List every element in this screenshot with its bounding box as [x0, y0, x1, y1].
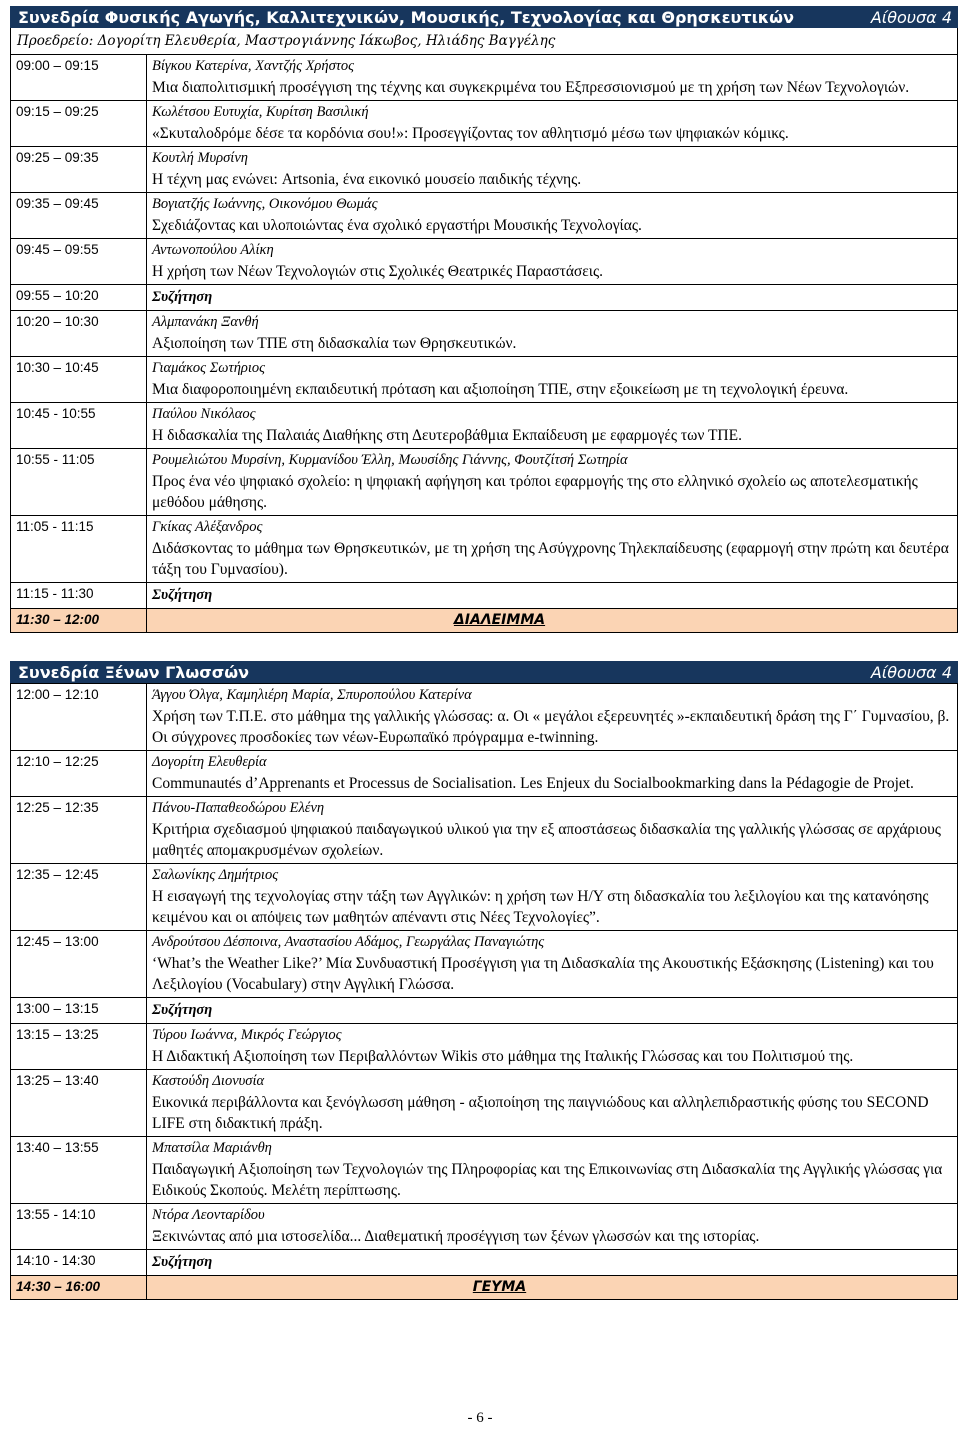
presentation-row — [11, 797, 958, 864]
session-title: Συνεδρία Φυσικής Αγωγής, Καλλιτεχνικών, Μουσικής, Τεχνολογίας και Θρησκευτικών — [18, 7, 794, 27]
page-number: - 6 - — [467, 1410, 493, 1426]
presentation-authors: Κωλέτσου Ευτυχία, Κυρίτση Βασιλική — [152, 104, 369, 120]
time-slot: 11:05 - 11:15 — [11, 516, 147, 583]
presentation-authors: Μπατσίλα Μαριάνθη — [152, 1140, 272, 1156]
presentation-authors: Καστούδη Διονυσία — [152, 1073, 265, 1089]
presentation-title: Προς ένα νέο ψηφιακό σχολείο: η ψηφιακή αφήγηση και τρόποι εφαρμογής της στο ελληνικό σχολείο ως αποτελεσματικής μεθόδου μάθησης. — [152, 473, 918, 511]
presentation-authors: Σαλωνίκης Δημήτριος — [152, 867, 279, 883]
break-time: 11:30 – 12:00 — [11, 609, 147, 633]
break-label: ΓΕΥΜΑ — [147, 1276, 958, 1300]
presentation-details — [147, 931, 958, 998]
presentation-title: Σχεδιάζοντας και υλοποιώντας ένα σχολικό εργαστήρι Μουσικής Τεχνολογίας. — [152, 217, 642, 234]
discussion-label — [147, 285, 958, 311]
schedule-table — [10, 683, 958, 1300]
presentation-row — [11, 403, 958, 449]
time-slot: 09:55 – 10:20 — [11, 285, 147, 311]
presentation-authors: Βογιατζής Ιωάννης, Οικονόμου Θωμάς — [152, 196, 378, 212]
presentation-title: Μια διαφοροποιημένη εκπαιδευτική πρόταση και αξιοποίηση ΤΠΕ, στην εξοικείωση με τη τεχνολογική έρευνα. — [152, 381, 849, 398]
presentation-title: Χρήση των Τ.Π.Ε. στο μάθημα της γαλλικής γλώσσας: α. Οι « μεγάλοι εξερευνητές »-εκπαιδευτική δράση της Γ΄ Γυμνασίου, β. Οι σύγχρονες προσδοκίες των νέων-Ευρωπαϊκό πρόγραμμα e-twinning. — [152, 708, 950, 746]
presentation-row — [11, 751, 958, 797]
presentation-row — [11, 193, 958, 239]
time-slot: 09:45 – 09:55 — [11, 239, 147, 285]
presentation-title: Παιδαγωγική Αξιοποίηση των Τεχνολογιών της Πληροφορίας και της Επικοινωνίας στη Διδασκαλία της Αγγλικής γλώσσας για Ειδικούς Σκοπούς. Μελέτη περίπτωσης. — [152, 1161, 943, 1199]
presentation-title: «Σκυταλοδρόμε δέσε τα κορδόνια σου!»: Προσεγγίζοντας τον αθλητισμό μέσω των ψηφιακών κόμικς. — [152, 125, 789, 142]
presentation-title: Η εισαγωγή της τεχνολογίας στην τάξη των Αγγλικών: η χρήση των Η/Υ στη διδασκαλία του λεξιλογίου και της κατανόησης κειμένου και οι απόψεις των μαθητών απέναντι στις Νέες Τεχνολογίες”. — [152, 888, 929, 926]
time-slot: 12:45 – 13:00 — [11, 931, 147, 998]
presentation-authors: Ανδρούτσου Δέσποινα, Αναστασίου Αδάμος, Γεωργάλας Παναγιώτης — [152, 934, 545, 950]
presentation-title: Μια διαπολιτισμική προσέγγιση της τέχνης και συγκεκριμένα του Εξπρεσσιονισμού με τη χρήση των Νέων Τεχνολογιών. — [152, 79, 910, 96]
presentation-details — [147, 147, 958, 193]
presentation-details — [147, 449, 958, 516]
presentation-row — [11, 449, 958, 516]
presentation-title: Η χρήση των Νέων Τεχνολογιών στις Σχολικές Θεατρικές Παραστάσεις. — [152, 263, 603, 280]
presentation-details — [147, 1024, 958, 1070]
presentation-row — [11, 147, 958, 193]
presentation-details — [147, 751, 958, 797]
presentation-row — [11, 684, 958, 751]
time-slot: 10:55 - 11:05 — [11, 449, 147, 516]
presentation-title: Κριτήρια σχεδιασμού ψηφιακού παιδαγωγικού υλικού για την εξ αποστάσεως διδασκαλία της γαλλικής γλώσσας σε αρχάριους μαθητές απομακρυσμένων σχολείων. — [152, 821, 941, 859]
presentation-row — [11, 311, 958, 357]
presentation-authors: Δογορίτη Ελευθερία — [152, 754, 267, 770]
presentation-title: ‘What’s the Weather Like?’ Μία Συνδυαστική Προσέγγιση για τη Διδασκαλία της Ακουστικής Εξάσκησης (Listening) και του Λεξιλογίου (Vocabulary) στην Αγγλική Γλώσσα. — [152, 955, 934, 993]
presentation-details — [147, 1070, 958, 1137]
presentation-authors: Παύλου Νικόλαος — [152, 406, 256, 422]
presentation-row — [11, 1137, 958, 1204]
time-slot: 10:30 – 10:45 — [11, 357, 147, 403]
presentation-title: Αξιοποίηση των ΤΠΕ στη διδασκαλία των Θρησκευτικών. — [152, 335, 517, 352]
time-slot: 12:00 – 12:10 — [11, 684, 147, 751]
presentation-details — [147, 864, 958, 931]
discussion-text: Συζήτηση — [152, 289, 213, 305]
time-slot: 11:15 - 11:30 — [11, 583, 147, 609]
session-header — [10, 6, 958, 28]
presentation-title: Ξεκινώντας από μια ιστοσελίδα... Διαθεματική προσέγγιση των ξένων γλωσσών και της ιστορίας. — [152, 1228, 760, 1245]
presentation-title: Η διδασκαλία της Παλαιάς Διαθήκης στη Δευτεροβάθμια Εκπαίδευση με εφαρμογές των ΤΠΕ. — [152, 427, 742, 444]
presentation-authors: Τύρου Ιωάννα, Μικρός Γεώργιος — [152, 1027, 342, 1043]
presentation-row — [11, 55, 958, 101]
presentation-authors: Άγγου Όλγα, Καμηλιέρη Μαρία, Σπυροπούλου Κατερίνα — [152, 687, 472, 703]
break-time: 14:30 – 16:00 — [11, 1276, 147, 1300]
presentation-authors: Γκίκας Αλέξανδρος — [152, 519, 263, 535]
presentation-details — [147, 239, 958, 285]
session-title: Συνεδρία Ξένων Γλωσσών — [18, 662, 250, 682]
discussion-text: Συζήτηση — [152, 587, 213, 603]
presentation-row — [11, 864, 958, 931]
presentation-details — [147, 516, 958, 583]
discussion-label — [147, 583, 958, 609]
presentation-row — [11, 239, 958, 285]
time-slot: 13:00 – 13:15 — [11, 998, 147, 1024]
discussion-label — [147, 998, 958, 1024]
time-slot: 09:35 – 09:45 — [11, 193, 147, 239]
time-slot: 09:00 – 09:15 — [11, 55, 147, 101]
presentation-authors: Πάνου-Παπαθεοδώρου Ελένη — [152, 800, 325, 816]
time-slot: 10:20 – 10:30 — [11, 311, 147, 357]
presentation-row — [11, 1204, 958, 1250]
presentation-details — [147, 101, 958, 147]
time-slot: 13:15 – 13:25 — [11, 1024, 147, 1070]
presentation-title: Η τέχνη μας ενώνει: Artsonia, ένα εικονικό μουσείο παιδικής τέχνης. — [152, 171, 582, 188]
break-row — [11, 1276, 958, 1300]
time-slot: 13:40 – 13:55 — [11, 1137, 147, 1204]
time-slot: 12:35 – 12:45 — [11, 864, 147, 931]
schedule-table — [10, 54, 958, 633]
presentation-details — [147, 403, 958, 449]
discussion-text: Συζήτηση — [152, 1002, 213, 1018]
presentation-details — [147, 55, 958, 101]
presentation-details — [147, 311, 958, 357]
presentation-authors: Γιαμάκος Σωτήριος — [152, 360, 266, 376]
time-slot: 09:25 – 09:35 — [11, 147, 147, 193]
session-chairs: Προεδρείο: Δογορίτη Ελευθερία, Μαστρογιάννης Ιάκωβος, Ηλιάδης Βαγγέλης — [10, 28, 958, 54]
time-slot: 14:10 - 14:30 — [11, 1250, 147, 1276]
presentation-details — [147, 357, 958, 403]
presentation-authors: Ρουμελιώτου Μυρσίνη, Κυρμανίδου Έλλη, Μωυσίδης Γιάννης, Φουτζίτσή Σωτηρία — [152, 452, 628, 468]
presentation-title: Communautés d’Apprenants et Processus de Socialisation. Les Enjeux du Socialbookmarking dans la Pédagogie de Projet. — [152, 775, 914, 792]
presentation-details — [147, 1137, 958, 1204]
time-slot: 13:55 - 14:10 — [11, 1204, 147, 1250]
time-slot: 13:25 – 13:40 — [11, 1070, 147, 1137]
presentation-title: Εικονικά περιβάλλοντα και ξενόγλωσση μάθηση - αξιοποίηση της παιγνιώδους και αλληλεπιδραστικής φύσης του SECOND LIFE στη διδακτική πράξη. — [152, 1094, 929, 1132]
presentation-authors: Αλμπανάκη Ξανθή — [152, 314, 259, 330]
presentation-row — [11, 1024, 958, 1070]
discussion-text: Συζήτηση — [152, 1254, 213, 1270]
break-row — [11, 609, 958, 633]
presentation-authors: Αντωνοπούλου Αλίκη — [152, 242, 274, 258]
presentation-authors: Ντόρα Λεονταρίδου — [152, 1207, 265, 1223]
time-slot: 12:10 – 12:25 — [11, 751, 147, 797]
presentation-details — [147, 1204, 958, 1250]
presentation-authors: Βίγκου Κατερίνα, Χαντζής Χρήστος — [152, 58, 355, 74]
presentation-row — [11, 516, 958, 583]
discussion-row — [11, 583, 958, 609]
presentation-title: Η Διδακτική Αξιοποίηση των Περιβαλλόντων Wikis στο μάθημα της Ιταλικής Γλώσσας και του Πολιτισμού της. — [152, 1048, 854, 1065]
session-header — [10, 661, 958, 683]
presentation-details — [147, 193, 958, 239]
presentation-details — [147, 797, 958, 864]
time-slot: 12:25 – 12:35 — [11, 797, 147, 864]
presentation-title: Διδάσκοντας το μάθημα των Θρησκευτικών, με τη χρήση της Ασύγχρονης Τηλεκπαίδευσης (εφαρμογή στην πρώτη και δευτέρα τάξη του Γυμνασίου). — [152, 540, 949, 578]
discussion-row — [11, 1250, 958, 1276]
discussion-label — [147, 1250, 958, 1276]
presentation-authors: Κουτλή Μυρσίνη — [152, 150, 248, 166]
session-room: Αίθουσα 4 — [870, 7, 952, 27]
session-room: Αίθουσα 4 — [870, 662, 952, 682]
presentation-row — [11, 931, 958, 998]
presentation-details — [147, 684, 958, 751]
time-slot: 09:15 – 09:25 — [11, 101, 147, 147]
time-slot: 10:45 - 10:55 — [11, 403, 147, 449]
break-label: ΔΙΑΛΕΙΜΜΑ — [147, 609, 958, 633]
presentation-row — [11, 357, 958, 403]
presentation-row — [11, 1070, 958, 1137]
program-page — [10, 6, 958, 1300]
presentation-row — [11, 101, 958, 147]
discussion-row — [11, 285, 958, 311]
discussion-row — [11, 998, 958, 1024]
